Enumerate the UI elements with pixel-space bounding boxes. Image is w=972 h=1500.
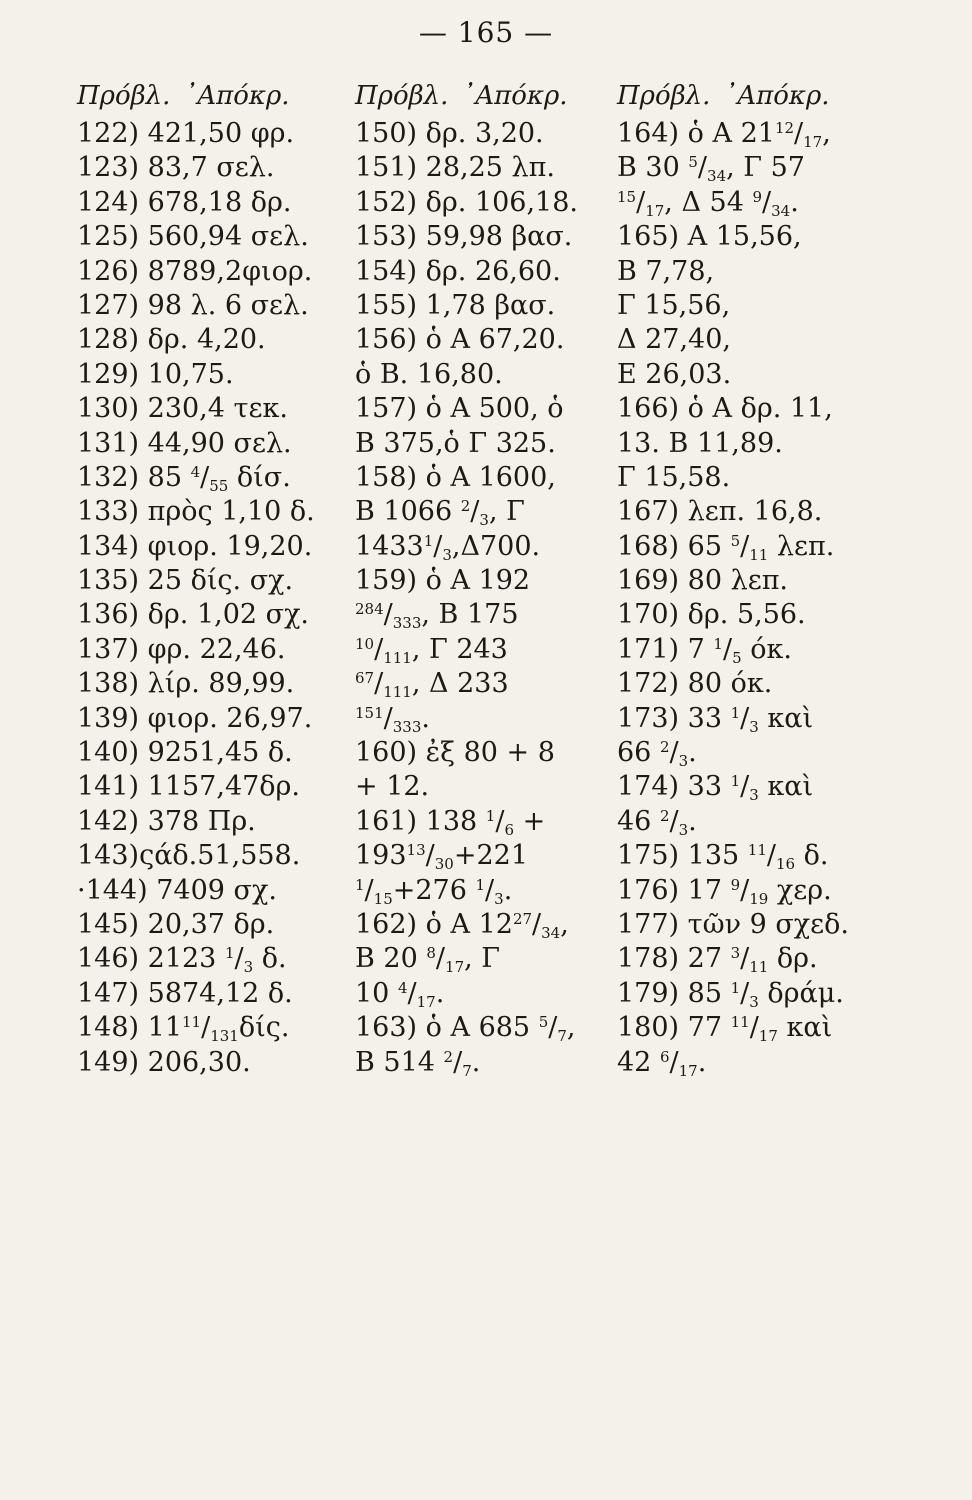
- answer-line: 173) 33 $^1/_3$ καὶ: [617, 702, 814, 736]
- answer-line: 163) ὁ Α 685 $^5/_7$,: [355, 1012, 576, 1046]
- answer-line: $^1/_{15}+276$ $^1/_3$.: [355, 874, 513, 908]
- answer-line: 126) 8789,2φιορ.: [77, 255, 313, 287]
- problem-heading: Πρόβλ.: [77, 81, 171, 111]
- answer-line: Β 1066 $^2/_3$, Γ: [355, 496, 525, 530]
- answer-line: 145) 20,37 δρ.: [77, 908, 275, 940]
- answer-line: $193^{13}/_{30}+221$: [355, 840, 529, 874]
- answer-line: 138) λίρ. 89,99.: [77, 668, 295, 700]
- answer-line: 179) 85 $^1/_3$ δράμ.: [617, 977, 844, 1011]
- answer-line: 177) τῶν 9 σχεδ.: [617, 908, 849, 940]
- answers-column-1: [77, 78, 315, 1080]
- answer-line: 148) $11^{11}/_{131}\delta ί\varsigma$.: [77, 1012, 290, 1046]
- answer-line: 161) 138 $^1/_6$ +: [355, 805, 546, 839]
- page-number: — 165 —: [418, 16, 554, 49]
- answer-line: $^{10}/_{111}$, Γ 243: [355, 633, 508, 667]
- answers-column-3: [617, 78, 849, 1080]
- answer-line: 180) 77 $^{11}/_{17}$ καὶ: [617, 1012, 833, 1046]
- answer-line: 132) 85 $^4/_{55}$ δίσ.: [77, 461, 291, 495]
- answer-line: 175) 135 $^{11}/_{16}$ δ.: [617, 840, 829, 874]
- answer-line: Β 30 $^5/_{34}$, Γ 57: [617, 152, 805, 186]
- answer-line: 128) δρ. 4,20.: [77, 324, 266, 356]
- answer-line: Β 7,78,: [617, 255, 715, 287]
- answer-line: 134) φιορ. 19,20.: [77, 530, 313, 562]
- answer-line: 141) 1157,47δρ.: [77, 771, 301, 803]
- answer-line: 167) λεπ. 16,8.: [617, 496, 823, 528]
- answer-line: ὁ Β. 16,80.: [355, 358, 503, 390]
- problem-heading: Πρόβλ.: [355, 81, 449, 111]
- answer-line: 168) 65 $^5/_{11}$ λεπ.: [617, 530, 835, 564]
- answer-line: 170) δρ. 5,56.: [617, 599, 806, 631]
- answer-heading: ᾿Απόκρ.: [184, 81, 290, 111]
- answer-line: 140) 9251,45 δ.: [77, 737, 293, 769]
- answer-line: $^{151}/_{333}$.: [355, 702, 430, 736]
- answer-line: Β 375,ὁ Γ 325.: [355, 427, 556, 459]
- answer-line: 158) ὁ Α 1600,: [355, 461, 556, 493]
- problem-heading: Πρόβλ.: [617, 81, 711, 111]
- answer-line: 146) 2123 $^1/_3$ δ.: [77, 943, 287, 977]
- answer-line: 131) 44,90 σελ.: [77, 427, 292, 459]
- answer-line: 156) ὁ Α 67,20.: [355, 324, 565, 356]
- answer-line: 172) 80 όκ.: [617, 668, 773, 700]
- answer-line: 123) 83,7 σελ.: [77, 152, 275, 184]
- answer-line: 169) 80 λεπ.: [617, 565, 789, 597]
- answer-line: 155) 1,78 βασ.: [355, 289, 556, 321]
- answer-line: $^{67}/_{111}$, Δ 233: [355, 668, 509, 702]
- answer-line: Ε 26,03.: [617, 358, 732, 390]
- answers-column-2: [355, 78, 578, 1080]
- answer-line: $^{284}/_{333}$, Β 175: [355, 599, 519, 633]
- answer-line: 165) Α 15,56,: [617, 221, 802, 253]
- answer-line: 122) 421,50 φρ.: [77, 118, 295, 149]
- answer-line: 162) ὁ Α $12^{27}/_{34}$,: [355, 908, 569, 942]
- answer-line: 46 $^2/_3$.: [617, 805, 697, 839]
- answer-line: 124) 678,18 δρ.: [77, 186, 292, 218]
- answer-line: 153) 59,98 βασ.: [355, 221, 573, 253]
- answer-line: 174) 33 $^1/_3$ καὶ: [617, 771, 814, 805]
- answer-line: Γ 15,56,: [617, 289, 731, 321]
- answer-line: ·144) 7409 σχ.: [77, 874, 277, 906]
- column-header: [617, 78, 849, 117]
- answer-line: 130) 230,4 τεκ.: [77, 393, 288, 425]
- answer-line: 159) ὁ Α 192: [355, 565, 531, 597]
- answer-line: 157) ὁ Α 500, ὁ: [355, 393, 564, 425]
- answer-line: 133) πρὸς 1,10 δ.: [77, 496, 315, 528]
- answer-line: 129) 10,75.: [77, 358, 234, 390]
- answer-line: 147) 5874,12 δ.: [77, 977, 293, 1009]
- answer-line: 160) ἐξ 80 + 8: [355, 737, 555, 769]
- answer-line: Δ 27,40,: [617, 324, 731, 356]
- answer-line: 10 $^4/_{17}$.: [355, 977, 445, 1011]
- answer-heading: ᾿Απόκρ.: [724, 81, 830, 111]
- answer-line: 66 $^2/_3$.: [617, 737, 697, 771]
- column-header: [77, 78, 315, 117]
- answer-line: 143)ςάδ.51,558.: [77, 840, 301, 872]
- answer-line: 178) 27 $^3/_{11}$ δρ.: [617, 943, 818, 977]
- answer-heading: ᾿Απόκρ.: [462, 81, 568, 111]
- answer-line: $1433^1/_3,\Delta 700$.: [355, 530, 541, 564]
- answer-line: 125) 560,94 σελ.: [77, 221, 309, 253]
- answer-line: Γ 15,58.: [617, 461, 731, 493]
- answer-line: 149) 206,30.: [77, 1046, 251, 1078]
- answer-line: $^{15}/_{17}$, Δ 54 $^9/_{34}$.: [617, 186, 799, 220]
- answer-line: 176) 17 $^9/_{19}$ χερ.: [617, 874, 832, 908]
- answer-line: 137) φρ. 22,46.: [77, 633, 286, 665]
- column-header: [355, 78, 578, 117]
- answer-line: + 12.: [355, 771, 430, 803]
- answer-line: 136) δρ. 1,02 σχ.: [77, 599, 310, 631]
- answer-line: Β 20 $^8/_{17}$, Γ: [355, 943, 501, 977]
- answer-line: Β 514 $^2/_7$.: [355, 1046, 481, 1080]
- answer-line: 152) δρ. 106,18.: [355, 186, 579, 218]
- answer-line: 164) ὁ Α $21^{12}/_{17}$,: [617, 118, 831, 151]
- answer-line: 135) 25 δίς. σχ.: [77, 565, 294, 597]
- answer-line: 142) 378 Πρ.: [77, 805, 256, 837]
- answer-line: 166) ὁ Α δρ. 11,: [617, 393, 833, 425]
- answer-line: 139) φιορ. 26,97.: [77, 702, 313, 734]
- answer-line: 171) 7 $^1/_5$ όκ.: [617, 633, 792, 667]
- answer-line: 151) 28,25 λπ.: [355, 152, 555, 184]
- answer-line: 150) δρ. 3,20.: [355, 118, 544, 149]
- answer-line: 13. Β 11,89.: [617, 427, 783, 459]
- answer-line: 154) δρ. 26,60.: [355, 255, 561, 287]
- answer-line: 127) 98 λ. 6 σελ.: [77, 289, 309, 321]
- answer-line: 42 $^6/_{17}$.: [617, 1046, 707, 1080]
